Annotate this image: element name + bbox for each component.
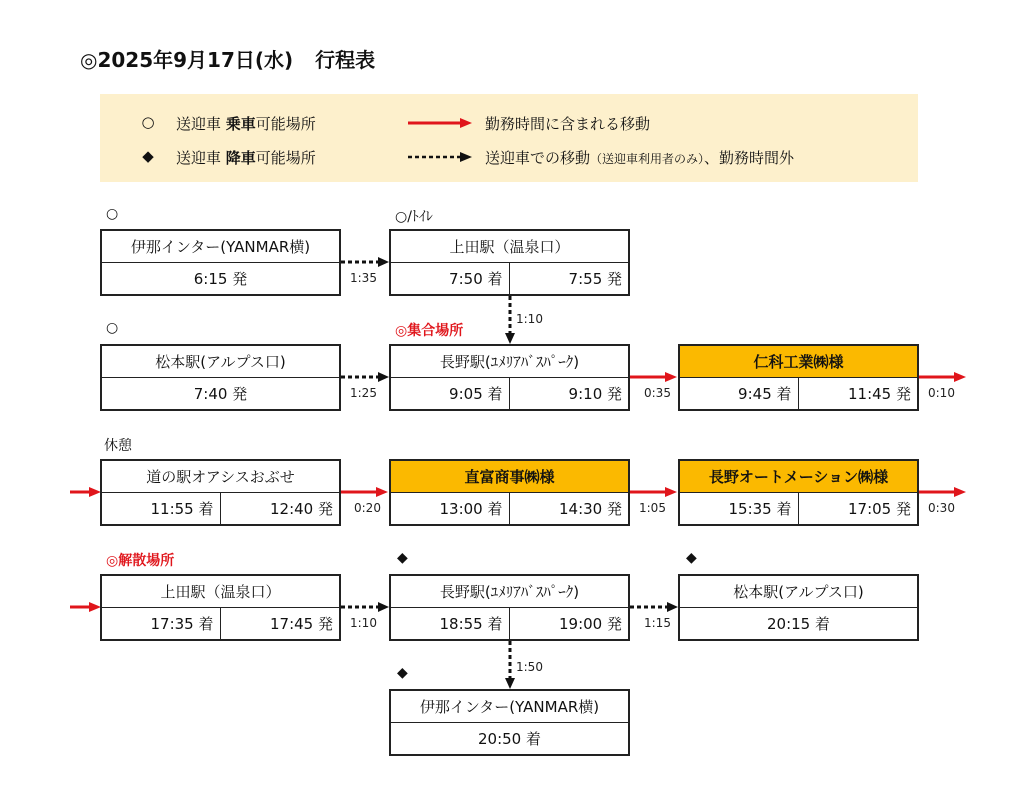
stop-name: 仁科工業㈱様 (680, 346, 917, 378)
stop-ina-ic-depart (100, 229, 341, 296)
duration-label: 1:25 (350, 386, 377, 400)
dropoff-icon: ◆ (397, 665, 408, 681)
stop-nagano-station-1 (389, 344, 630, 411)
stop-name: 長野駅(ﾕﾒﾘｱﾊﾞｽﾊﾟｰｸ) (391, 346, 628, 378)
stop-nagano-automation (678, 459, 919, 526)
stop-name: 長野オートメーション㈱様 (680, 461, 917, 493)
stop-ina-ic-arrive (389, 689, 630, 756)
depart-time: 7:40 発 (193, 385, 248, 403)
stop-naotomi-shoji (389, 459, 630, 526)
stop-name: 伊那インター(YANMAR横) (102, 231, 339, 263)
title-date: ◎2025年9月17日(水) (80, 48, 294, 72)
duration-label: 1:10 (516, 312, 543, 326)
stop-name: 松本駅(アルプス口) (680, 576, 917, 608)
stop-nishina-kogyo (678, 344, 919, 411)
arrive-time: 15:35 着 (680, 493, 799, 524)
stop-matsumoto-station-2 (678, 574, 919, 641)
depart-time: 17:45 発 (270, 615, 333, 633)
dropoff-icon: ◆ (397, 550, 408, 566)
duration-label: 0:30 (928, 501, 955, 515)
arrive-time: 9:45 着 (680, 378, 799, 409)
duration-label: 0:35 (644, 386, 671, 400)
stop-name: 伊那インター(YANMAR横) (391, 691, 628, 723)
stop-michinoeki-obuse (100, 459, 341, 526)
depart-time: 17:05 発 (848, 500, 911, 518)
depart-time: 12:40 発 (270, 500, 333, 518)
stop-ueda-station-2 (100, 574, 341, 641)
depart-time: 14:30 発 (559, 500, 622, 518)
stop-name: 松本駅(アルプス口) (102, 346, 339, 378)
stop-name: 上田駅（温泉口） (102, 576, 339, 608)
stop-name: 道の駅オアシスおぶせ (102, 461, 339, 493)
pickup-toilet-label: ○/ﾄｲﾚ (395, 209, 433, 225)
legend-pickup-c: 可能場所 (255, 115, 316, 133)
duration-label: 1:05 (639, 501, 666, 515)
arrive-time: 7:50 着 (391, 263, 510, 294)
depart-time: 19:00 発 (559, 615, 622, 633)
stop-matsumoto-station-1 (100, 344, 341, 411)
duration-label: 1:35 (350, 271, 377, 285)
stop-name: 長野駅(ﾕﾒﾘｱﾊﾞｽﾊﾟｰｸ) (391, 576, 628, 608)
duration-label: 1:15 (644, 616, 671, 630)
depart-time: 6:15 発 (193, 270, 248, 288)
arrive-time: 18:55 着 (391, 608, 510, 639)
stop-name: 上田駅（温泉口） (391, 231, 628, 263)
pickup-icon: ○ (106, 320, 119, 336)
arrive-time: 13:00 着 (391, 493, 510, 524)
duration-label: 0:20 (354, 501, 381, 515)
arrive-time: 17:35 着 (102, 608, 221, 639)
depart-time: 7:55 発 (568, 270, 622, 288)
duration-label: 0:10 (928, 386, 955, 400)
legend-dropoff-b: 降車 (225, 149, 256, 167)
legend-dashed-b: （送迎車利用者のみ） (590, 152, 705, 166)
stop-nagano-station-2 (389, 574, 630, 641)
diamond-icon: ◆ (142, 147, 154, 165)
duration-label: 1:10 (350, 616, 377, 630)
stop-ueda-station-1 (389, 229, 630, 296)
depart-time: 11:45 発 (848, 385, 911, 403)
arrive-time: 20:15 着 (767, 615, 830, 633)
title-label: 行程表 (315, 48, 376, 72)
rest-label: 休憩 (104, 438, 132, 454)
legend-dropoff-a: 送迎車 (176, 149, 226, 167)
circle-icon: ○ (141, 113, 155, 131)
arrive-time: 9:05 着 (391, 378, 510, 409)
stop-name: 直富商事㈱様 (391, 461, 628, 493)
legend-dashed-a: 送迎車での移動 (485, 149, 591, 167)
dropoff-icon: ◆ (686, 550, 697, 566)
arrive-time: 20:50 着 (478, 730, 541, 748)
legend-pickup-a: 送迎車 (176, 115, 226, 133)
legend-dropoff-c: 可能場所 (255, 149, 316, 167)
duration-label: 1:50 (516, 660, 543, 674)
legend-red-arrow-text: 勤務時間に含まれる移動 (485, 115, 651, 133)
legend-dashed-c: 、勤務時間外 (704, 149, 795, 167)
depart-time: 9:10 発 (568, 385, 622, 403)
legend-pickup-b: 乗車 (225, 115, 256, 133)
pickup-icon: ○ (106, 206, 119, 222)
meeting-point-label: ◎集合場所 (395, 323, 464, 339)
arrive-time: 11:55 着 (102, 493, 221, 524)
dismissal-point-label: ◎解散場所 (106, 553, 175, 569)
